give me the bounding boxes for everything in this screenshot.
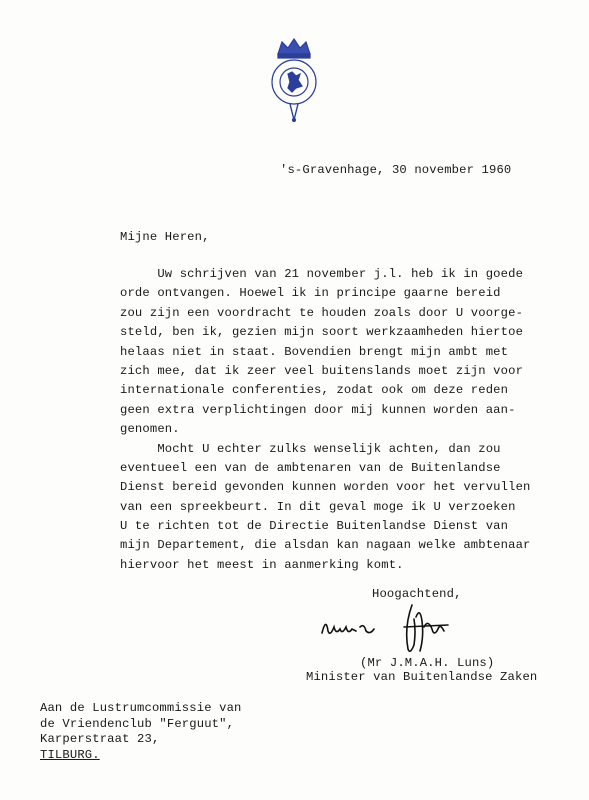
body-line: zich mee, dat ik zeer veel buitenslands moet zijn voor bbox=[120, 363, 524, 378]
body-line: mijn Departement, die alsdan kan nagaan welke ambtenaar bbox=[120, 538, 531, 553]
signer-name: (Mr J.M.A.H. Luns) bbox=[360, 656, 495, 670]
body-line: Mocht U echter zulks wenselijk achten, dan zou bbox=[120, 441, 501, 456]
letter-body bbox=[120, 265, 550, 575]
body-line: genomen. bbox=[120, 422, 180, 437]
handwritten-signature bbox=[316, 597, 466, 657]
body-line: eventueel een van de ambtenaren van de Buitenlandse bbox=[120, 460, 501, 475]
address-line: de Vriendenclub "Ferguut", bbox=[40, 716, 235, 731]
body-line: U te richten tot de Directie Buitenlandse Dienst van bbox=[120, 519, 509, 534]
letter-date: 's-Gravenhage, 30 november 1960 bbox=[280, 163, 512, 177]
address-line: Karperstraat 23, bbox=[40, 732, 160, 746]
body-line: internationale conferenties, zodat ook om deze reden bbox=[120, 383, 509, 398]
signer-title: Minister van Buitenlandse Zaken bbox=[306, 670, 538, 684]
salutation: Mijne Heren, bbox=[120, 230, 210, 244]
closing: Hoogachtend, bbox=[372, 587, 462, 601]
body-line: geen extra verplichtingen door mij kunnen worden aan- bbox=[120, 402, 516, 417]
body-line: Dienst bereid gevonden kunnen worden voor het vervullen bbox=[120, 480, 531, 495]
address-city: TILBURG. bbox=[40, 747, 100, 762]
recipient-address bbox=[40, 701, 242, 763]
body-line: Uw schrijven van 21 november j.l. heb ik in goede bbox=[120, 267, 524, 281]
body-line: hiervoor het meest in aanmerking komt. bbox=[120, 557, 404, 572]
address-line: Aan de Lustrumcommissie van bbox=[40, 701, 242, 715]
body-line: orde ontvangen. Hoewel ik in principe gaarne bereid bbox=[120, 286, 501, 301]
ministry-seal-icon bbox=[262, 36, 326, 122]
body-line: steld, ben ik, gezien mijn soort werkzaamheden hiertoe bbox=[120, 325, 524, 340]
body-line: zou zijn een voordracht te houden zoals door U voorge- bbox=[120, 305, 524, 320]
body-line: helaas niet in staat. Bovendien brengt mijn ambt met bbox=[120, 344, 509, 359]
body-line: van een spreekbeurt. In dit geval moge ik U verzoeken bbox=[120, 499, 516, 514]
